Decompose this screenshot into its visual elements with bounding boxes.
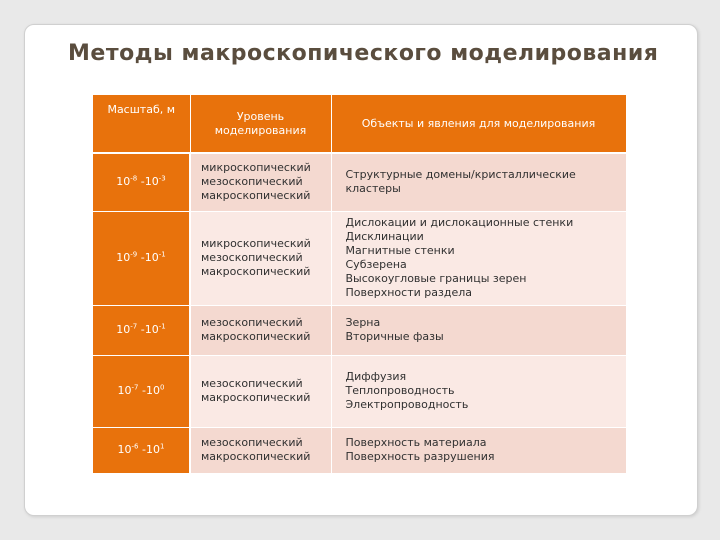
object-item: Электропроводность [345,398,469,411]
level-cell [190,211,331,305]
object-item: Диффузия [345,370,407,383]
level-item: мезоскопический [201,377,303,390]
header-objects: Объекты и явления для моделирования [331,95,626,153]
table-row [93,211,626,305]
scale-base2: 10 [144,251,159,264]
object-item: Теплопроводность [345,384,455,397]
methods-table [93,95,627,474]
scale-exp2: -3 [158,174,166,183]
level-item: мезоскопический [201,436,303,449]
level-item: макроскопический [201,450,311,463]
object-item: Субзерена [345,258,407,271]
level-item: мезоскопический [201,175,303,189]
scale-base1: 10 [116,251,131,264]
object-item: Структурные домены/кристаллические [345,168,576,182]
level-cell [190,427,331,473]
scale-base2: 10 [145,443,160,456]
scale-exp2: -1 [158,250,166,259]
level-cell [190,305,331,355]
scale-base1: 10 [116,175,131,189]
scale-exp2: 1 [159,442,165,451]
level-item: микроскопический [201,161,311,175]
level-item: мезоскопический [201,251,303,264]
object-item: Поверхности раздела [345,286,472,299]
scale-cell [93,153,190,211]
level-cell [190,355,331,427]
objects-cell [331,355,626,427]
objects-cell [331,305,626,355]
object-item: Высокоугловые границы зерен [345,272,527,285]
scale-cell [93,305,190,355]
object-item: Вторичные фазы [345,330,444,343]
object-item: Поверхность разрушения [345,450,495,463]
scale-exp1: -7 [131,383,139,392]
scale-exp1: -6 [131,442,139,451]
table-header-row [93,95,626,153]
level-item: макроскопический [201,265,311,278]
level-item: макроскопический [201,330,311,343]
scale-cell [93,211,190,305]
scale-base2: 10 [144,175,159,189]
scale-cell [93,427,190,473]
scale-base2: 10 [145,384,160,397]
object-item: Дисклинации [345,230,424,243]
scale-base1: 10 [117,443,132,456]
object-item: кластеры [345,182,401,196]
objects-cell [331,427,626,473]
header-scale: Масштаб, м [93,95,190,153]
object-item: Магнитные стенки [345,244,455,257]
slide-title: Методы макроскопического моделирования [68,41,659,66]
table-row [93,427,626,473]
level-cell [190,153,331,211]
table-row [93,153,626,211]
object-item: Поверхность материала [345,436,487,449]
table-row [93,305,626,355]
scale-exp1: -8 [130,174,138,183]
objects-cell [331,211,626,305]
scale-exp2: 0 [159,383,165,392]
scale-base1: 10 [116,323,131,336]
scale-cell [93,355,190,427]
scale-base1: 10 [117,384,132,397]
scale-sep: - [137,251,145,264]
objects-cell [331,153,626,211]
scale-base2: 10 [144,323,159,336]
scale-sep: - [138,384,146,397]
scale-exp1: -7 [130,322,138,331]
level-item: макроскопический [201,189,311,203]
table-row [93,355,626,427]
level-item: макроскопический [201,391,311,404]
object-item: Дислокации и дислокационные стенки [345,216,574,229]
header-level: Уровень моделирования [190,95,331,153]
level-item: микроскопический [201,237,311,250]
scale-sep: - [138,443,146,456]
scale-exp2: -1 [158,322,166,331]
level-item: мезоскопический [201,316,303,329]
object-item: Зерна [345,316,381,329]
scale-exp1: -9 [130,250,138,259]
scale-sep: - [137,175,145,189]
scale-sep: - [137,323,145,336]
